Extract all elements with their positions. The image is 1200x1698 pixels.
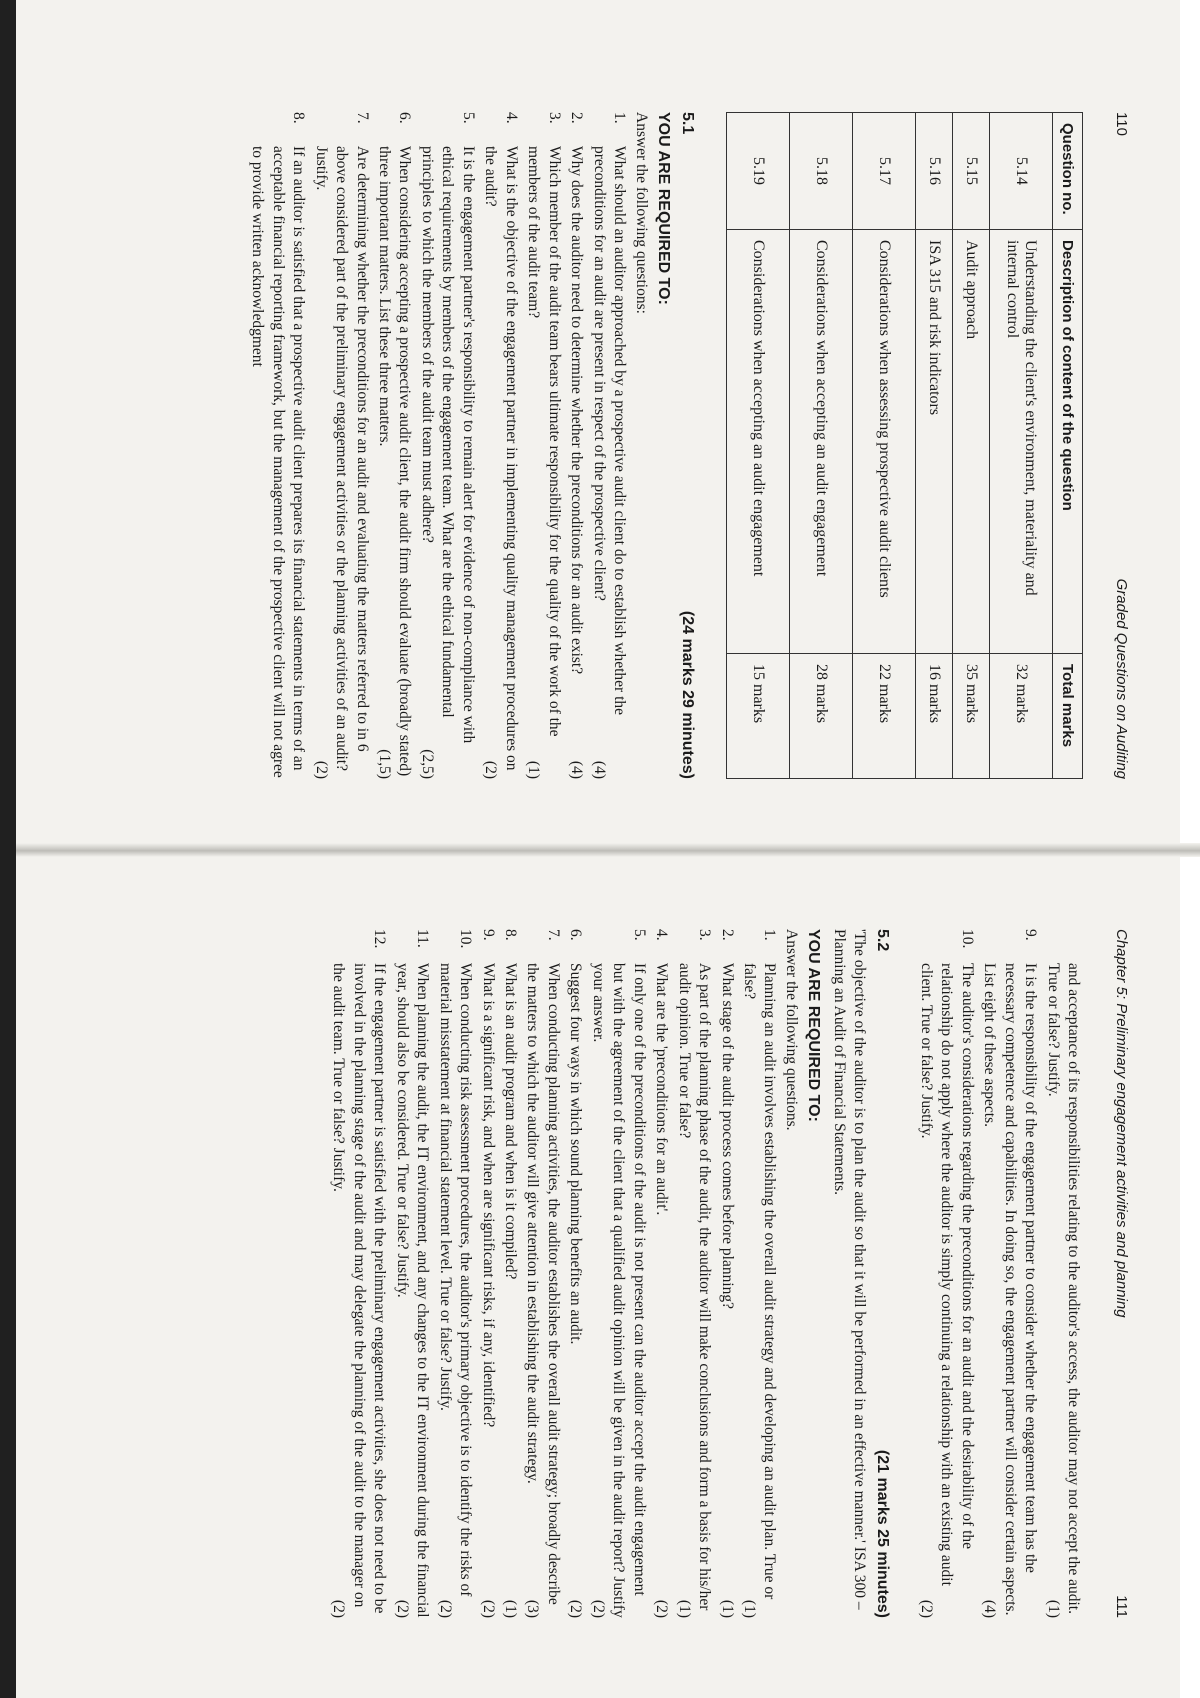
table-header-qno: Question no.	[1053, 113, 1083, 230]
list-item: 12. If the engagement partner is satisfied with the preliminary engagement activities, she does not need to be involved in the planning stage of the audit and may delegate the planning of the audit to the manager on the audit team. True or false? Justify. (2)	[328, 929, 389, 1618]
question-mark-value: (2)	[567, 1599, 585, 1618]
section-marks: (24 marks 29 minutes)	[679, 610, 696, 779]
list-item: 9. What is a significant risk, and when are significant risks, if any, identified? (2)	[477, 929, 497, 1618]
question-mark-value: (2)	[330, 1599, 348, 1618]
page-number: 111	[1113, 1595, 1130, 1618]
list-item: 4. What is the objective of the engagement partner in implementing quality management procedures on the audit? (2)	[480, 112, 521, 779]
list-item: 1. What should an auditor approached by a prospective audit client do to establish whether the preconditions for an audit are present in respect of the prospective client? (4)	[588, 112, 629, 779]
page-number: 110	[1113, 112, 1130, 136]
question-mark-value: (2)	[479, 1599, 497, 1618]
question-mark-value: (2)	[482, 760, 500, 779]
list-item: 10. The auditor's considerations regarding the preconditions for an audit and the desirability of the relationship do not apply where the auditor is simply continuing a relationship with an existing audit client. True or false? Justify. (2)	[915, 929, 976, 1618]
question-mark-value: (1)	[741, 1599, 759, 1618]
section-marks: (21 marks 25 minutes)	[874, 1449, 892, 1618]
question-mark-value: (4)	[590, 760, 608, 779]
table-row: 5.16 ISA 315 and risk indicators 16 marks	[916, 113, 953, 779]
question-mark-value: (2,5)	[418, 749, 436, 779]
question-mark-value: (2)	[436, 1599, 454, 1618]
question-mark-value: (1)	[718, 1599, 736, 1618]
list-item: 3. Which member of the audit team bears ultimate responsibility for the quality of the work of the members of the audit team? (1)	[523, 112, 564, 779]
right-page-header	[1113, 929, 1130, 1618]
instructions: Answer the following questions:	[633, 112, 650, 314]
continued-question-text: and acceptance of its responsibilities relating to the auditor's access, the auditor may not accept the audit. True or false? Justify. (1)	[1042, 929, 1083, 1618]
section-number: 5.1	[679, 112, 696, 135]
question-mark-value: (2)	[589, 1599, 607, 1618]
question-list	[247, 112, 629, 779]
section-number: 5.2	[874, 929, 892, 952]
running-header: Chapter 5: Preliminary engagement activities and planning	[1113, 929, 1130, 1318]
list-item: 7. When conducting planning activities, the auditor establishes the overall audit strategy; broadly describe the matters to which the auditor will give attention in establishing the audit strategy. (3)	[522, 929, 563, 1618]
left-page-header	[1113, 112, 1130, 779]
isa-quote: 'The objective of the auditor is to plan the audit so that it will be performed in an effective manner.' ISA 300 – Planning an Audit of Financial Statements.	[830, 929, 869, 1610]
question-mark-value: (3)	[524, 1599, 542, 1618]
left-page	[30, 0, 1170, 849]
question-mark-value: (1)	[502, 1599, 520, 1618]
question-list	[915, 929, 1040, 1618]
table-row: 5.14 Understanding the client's environment, materiality and internal control 32 marks	[990, 113, 1053, 779]
running-header: Graded Questions on Auditing	[1113, 578, 1130, 779]
table-row: 5.18 Considerations when accepting an audit engagement 28 marks	[790, 113, 853, 779]
section-heading	[873, 929, 891, 1618]
question-mark-value: (2)	[393, 1599, 411, 1618]
table-header-marks: Total marks	[1053, 654, 1083, 779]
list-item: 2. What stage of the audit process comes before planning? (1)	[716, 929, 736, 1618]
question-mark-value: (2)	[312, 760, 330, 779]
question-mark-value: (4)	[981, 1599, 999, 1618]
table-header-desc: Description of content of the question	[1053, 230, 1083, 654]
required-heading: YOU ARE REQUIRED TO:	[655, 112, 672, 305]
question-mark-value: (1)	[525, 760, 543, 779]
list-item: 1. Planning an audit involves establishing the overall audit strategy and developing an audit plan. True or false? (1)	[739, 929, 780, 1618]
scanner-shadow	[0, 0, 16, 1698]
table-row: 5.17 Considerations when assessing prospective audit clients 22 marks	[853, 113, 916, 779]
list-item: 9. It is the responsibility of the engagement partner to consider whether the engagement team has the necessary competence and capabilities. In doing so, the engagement partner will consider certain aspects. List eight of these aspects. (4)	[979, 929, 1040, 1618]
right-page	[30, 849, 1170, 1698]
list-item: 10. When conducting risk assessment procedures, the auditor's primary objective is to identify the risks of material misstatement at financial statement level. True or false? Justify. (2)	[434, 929, 475, 1618]
list-item: 5. If only one of the preconditions of the audit is not present can the auditor accept the audit engagement but with the agreement of the client that a qualified audit opinion will be given in the audit report? Justify your answer. (2)	[587, 929, 648, 1618]
questions-table	[726, 112, 1083, 779]
question-list	[328, 929, 780, 1618]
question-mark-value: (1,5)	[376, 749, 394, 779]
table-row: 5.19 Considerations when accepting an audit engagement 15 marks	[727, 113, 790, 779]
list-item: 3. As part of the planning phase of the audit, the auditor will make conclusions and form a basis for his/her audit opinion. True or false? (1)	[673, 929, 714, 1618]
list-item: 6. Suggest four ways in which sound planning benefits an audit. (2)	[565, 929, 585, 1618]
instructions: Answer the following questions.	[783, 929, 801, 1131]
section-heading	[678, 112, 696, 779]
table-row: 5.15 Audit approach 35 marks	[953, 113, 990, 779]
list-item: 8. If an auditor is satisfied that a prospective audit client prepares its financial statements in terms of an acceptable financial reporting framework, but the management of the prospective client will not agree to provide written acknowledgment	[249, 112, 308, 778]
required-heading: YOU ARE REQUIRED TO:	[805, 929, 823, 1122]
question-mark-value: (2)	[653, 1599, 671, 1618]
list-item: 6. When considering accepting a prospective audit client, the audit firm should evaluate (broadly stated) three important matters. List these three matters. (1,5)	[374, 112, 415, 779]
list-item: 2. Why does the auditor need to determine whether the preconditions for an audit exist? (4)	[566, 112, 586, 779]
list-item: 7. Are determining whether the preconditions for an audit and evaluating the matters referred to in 6 above considered part of the preliminary engagement activities or the planning activities of an audit? Justify. (2)	[310, 112, 371, 779]
list-item: 4. What are the 'preconditions for an audit'. (2)	[651, 929, 671, 1618]
list-item: 11. When planning the audit, the IT environment, and any changes to the IT environment during the financial year, should also be considered. True or false? Justify. (2)	[391, 929, 432, 1618]
question-mark-value: (2)	[917, 1599, 935, 1618]
question-mark-value: (1)	[1044, 1599, 1062, 1618]
question-mark-value: (4)	[568, 760, 586, 779]
list-item: 8. What is an audit program and when is it compiled? (1)	[500, 929, 520, 1618]
question-mark-value: (1)	[675, 1599, 693, 1618]
list-item: 5. It is the engagement partner's responsibility to remain alert for evidence of non-compliance with ethical requirements by members of the engagement team. What are the ethical fundamental principles to which the members of the audit team must adhere? (2,5)	[416, 112, 477, 779]
